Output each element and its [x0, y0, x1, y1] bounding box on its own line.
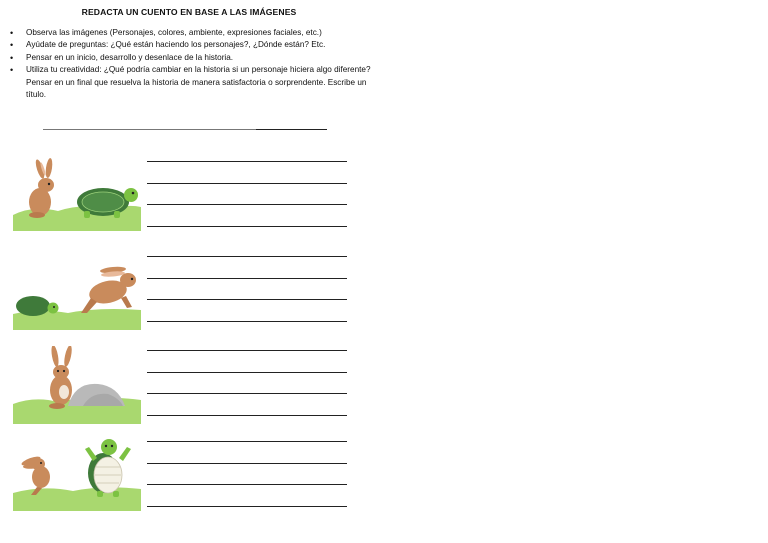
turtle-celebrating-win-illustration — [13, 437, 141, 511]
instruction-item: • Utiliza tu creatividad: ¿Qué podría cambiar en la historia si un personaje hiciera algo diferente? Pensar en un final que resuelva la historia de manera satisfactoria o sorprendente. Escribe un título. — [10, 64, 380, 101]
writing-line[interactable] — [147, 350, 347, 351]
writing-line[interactable] — [147, 161, 347, 162]
rabbit-resting-by-rock-illustration — [13, 346, 141, 424]
writing-line[interactable] — [147, 441, 347, 442]
writing-line[interactable] — [147, 506, 347, 507]
writing-line[interactable] — [147, 183, 347, 184]
writing-line[interactable] — [147, 463, 347, 464]
writing-line[interactable] — [147, 256, 347, 257]
worksheet-title: REDACTA UN CUENTO EN BASE A LAS IMÁGENES — [81, 7, 297, 17]
instruction-list — [10, 27, 380, 101]
writing-line[interactable] — [147, 226, 347, 227]
rabbit-and-turtle-start-illustration — [13, 157, 141, 231]
writing-line[interactable] — [147, 484, 347, 485]
rabbit-racing-ahead-illustration — [13, 258, 141, 330]
instruction-item: • Pensar en un inicio, desarrollo y desenlace de la historia. — [10, 52, 380, 64]
instruction-item: • Ayúdate de preguntas: ¿Qué están haciendo los personajes?, ¿Dónde están? Etc. — [10, 39, 380, 51]
writing-line[interactable] — [147, 321, 347, 322]
writing-line[interactable] — [147, 204, 347, 205]
instruction-item: • Observa las imágenes (Personajes, colores, ambiente, expresiones faciales, etc.) — [10, 27, 380, 39]
story-title-line[interactable] — [43, 129, 327, 130]
writing-line[interactable] — [147, 372, 347, 373]
writing-line[interactable] — [147, 278, 347, 279]
writing-line[interactable] — [147, 299, 347, 300]
writing-line[interactable] — [147, 415, 347, 416]
writing-line[interactable] — [147, 393, 347, 394]
